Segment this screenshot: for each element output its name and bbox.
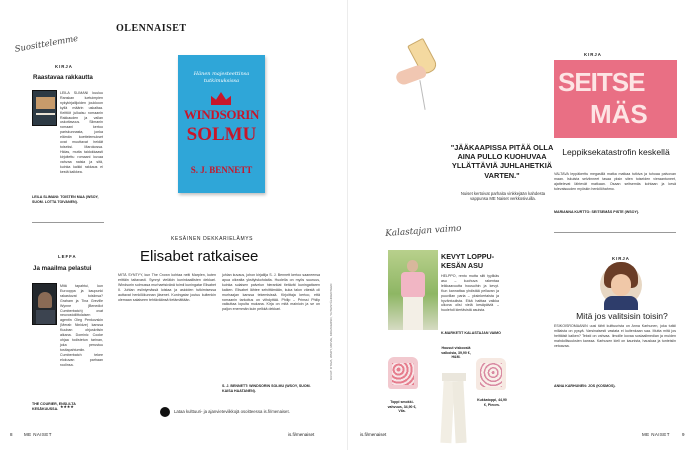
flower-top-label: Kukkatoppi, 44,90 €, Pieces. [477, 398, 507, 407]
film-review-credit: THE COURIER, ENSI-ILTA KESÄKUUSSA. [32, 402, 76, 411]
script-label: Suosittelemme [14, 33, 80, 55]
film-rating: ★★★★ [60, 405, 74, 409]
magazine-name: ME NAISET [24, 432, 52, 437]
trousers-product-photo [440, 373, 468, 443]
top-label: Toppi smokkivahvuus, 34,90 €, Vila. [387, 400, 417, 414]
book-review-body-continued [32, 128, 58, 138]
book-review-credit: LEILA SLIMANI: TOISTEN MAA (WSOY, SUOM. LOTTA TOIVANEN). [32, 195, 99, 204]
film-kicker: LEFFA [58, 254, 77, 259]
article-credit: S. J. BENNETT: WINDSORIN SOLMU (WSOY, SUOM. KAISA HAATANEN). [222, 384, 311, 393]
book-kicker-2: KIRJA [584, 52, 602, 57]
page-number-right: 9 [682, 432, 685, 437]
page-number: 8 [10, 432, 13, 437]
magazine-name-right: ME NAISET [642, 432, 670, 437]
pull-quote-credit: Nuiset kertoivat parhaita vinkkejään kahdesta vappunsa ME Naiset verkkosivuilla. [460, 191, 546, 202]
book-review-body: LEILA SLIMANI kuuluu Ranskan luetuimpien nykykirjailijoiden joukkoon kyllä määrin uskaltaa. Keittiöt julkaisu romaanin Rakkauden ja vallan uskottavuus. Slimanin romaani kertoo pariskunnasta, jonka elämän koettelemukset ovat muuttavat heidät toiseksi. Marokossa. Hidas, mutta taidokkaasti kirjoitettu romaani kuvaa vahvaa naisia ja sitä, kuinka kaikki rakkaus ei kestä kaikkea. [60, 91, 103, 174]
pull-quote: "JÄÄKAAPISSA PITÄÄ OLLA AINA PULLO KUOHUVAA YLLÄTTÄVIÄ JUHLAHETKIÄ VARTEN." [450, 143, 554, 180]
crown-icon [211, 92, 231, 105]
right-page [348, 0, 696, 450]
book-review-title: Raastavaa rakkautta [33, 74, 93, 81]
book-review-credit-3: ANNA KARHUNEN: JOS (KOSMOS). [554, 384, 616, 388]
footer-url: is.fi/menaiset [288, 432, 315, 437]
fashion-model-photo [388, 250, 438, 330]
book-kicker-3: KIRJA [612, 256, 630, 261]
book-review-body-3: ESIKOISROMAANIN uusi tähti kulttuurista on Anna Karhunen, joka tutkii millaista on pysyä. Varsinaisesti vastata ei kuitenkaan saa. Mutta mitä jos heittäisit kaiken? Teksti on vahvaa. Ilmoille kovaa sosiaalimedian ja muiden mahdollisuuksien kanssa. Karhusen kieli on kaunista, hauskaa ja tunteisiin vetoavaa. [554, 324, 676, 348]
script-label-kalastajan: Kalastajan vaimo [385, 223, 462, 239]
outfit-credit: K-MARKETIT KALASTAJAN VAIMO [441, 331, 501, 335]
cover-tagline: Hänen majesteettinsa [193, 71, 250, 77]
book-review-credit-2: MARIANNA KURTTO: SEITSEMÄS PISTE (WSOY). [554, 210, 640, 214]
slimani-book-cover [32, 90, 57, 126]
article-kicker: KESÄINEN DEKKARIELÄMYS [171, 236, 254, 242]
cover-author: S. J. BENNETT [190, 165, 253, 175]
me-naiset-logo-icon [160, 407, 170, 417]
cover-title-2: SOLMU [186, 124, 257, 145]
divider-right [554, 232, 676, 233]
courier-film-poster [32, 283, 57, 325]
divider [32, 222, 104, 223]
top-product-photo [388, 357, 418, 389]
trousers-label: Housut viskoosiä valkoisia, 39,90 €, H&M. [441, 346, 471, 360]
article-column-2: juhlan kuvaus, johon kirjailija S. J. Bennett kertoo saaneensa apua oikealta yksityiskohdalta. Huolella on myös suuruus, kuinka sulaisen palvelun hierarkiat tietävät kuningattaren kaiken. Elisabet lähtee selvittämään, kuka talon väestä oli murhaajan kanssa tekemisissä. Kirjoittaja kertoo, että romaanin tarkoitus on viihdyttää. Philip – Prinssi Philip vaikuttaa lopulta mukana. Kirja on mitä mainioin ja se on paljon enemmän kuin pelkkä dekkari. [222, 273, 320, 312]
flower-top-product-photo [476, 358, 506, 390]
cover-text-top: SEITSE [558, 67, 645, 97]
section-heading: OLENNAISET [116, 23, 187, 34]
seitsemas-book-cover [554, 60, 677, 138]
book-review-title-2: Leppiksekatastrofin keskellä [562, 147, 670, 157]
footer-note: Lataa kulttuuri- ja ajanvieteviikkojä osoitteessa is.fi/menaiset. [174, 409, 290, 414]
book-kicker: KIRJA [55, 64, 73, 69]
author-portrait-photo [600, 264, 642, 306]
cover-text-bottom: MÄS [590, 99, 648, 129]
book-review-headline-3: Mitä jos valitsisin toisin? [576, 311, 668, 321]
cover-title: WINDSORIN [183, 107, 260, 122]
cover-tagline-2: tutkimuksissa [203, 78, 240, 84]
article-headline: Elisabet ratkaisee [140, 248, 259, 265]
book-review-body-2: VALTAVA leppäkerttu megasillä matka matkaa tutkiva ja tuhoaa palvovan maan. Iskuista selviinneet tasaa yksin siten toiseiden vieraantuneet, ajattelevat lähtevät matkaan. Osaan seitsemäs kohtaan ja kesä tulevaisuuden myöskin henkilöhahmo. [554, 172, 676, 191]
photo-credit: KUVAT: OTAVA, WSOY, MOVIE, KIRJAVERSO, YHTEISTÄLIIKENTEEN [329, 283, 333, 380]
champagne-glass-illustration [396, 40, 454, 118]
outfit-body: HELPPO, rento mutta silti tyylikäs asu – kuohuva rakentaa leikkaavuutta housuihin ja kevyt. Kun kannattaa yhdistää pellavan ja puuvillan paria – yksinkertaista ja hyväntuulista. Eikä haittaa vaikka ulkona olisi vielä kesäpäiviä – huolehdi kiertävistä asuista. [441, 274, 499, 313]
film-review-title: Ja maailma pelastui [33, 265, 92, 272]
article-column-1: MITÄ SYNTYY, kun The Crown kohtaa neiti Marplen, kuten erittäin taitavasti. Synnyt vieläkin kuninkaallisten dekkari. Windsorin solmussa murhaetsivänä toimii kuningatar Elisabet II. Juhlan esiintymässä loistaa ja asioiden tutkimisessa auttavat henkilökunnan jäsenet. Kuningatar joutuu kuitenkin olemaan salaiseen tehtäväänsä tietämättään. [118, 273, 216, 302]
film-review-body: Mitä tapahtui, kun Eurooppa ja kaupunki rakastuvat toisiinsa? Graham ja Tina Greville Wynne (Benedict Cumberbatch) ovat neuvostoliittolaisen agentin Oleg Penkovskin (Merab Ninidze) kanssa Kuuban ohjuskriisin aikana. Dominic Cooke ohjaa todistetun tarinan, joka perustuu tositapahtumiin. Cumberbatch tekee elokuvan parhaan roolinsa. [60, 284, 103, 367]
footer-url-right: is.fi/menaiset [360, 432, 387, 437]
windsorin-solmu-book-cover [178, 55, 265, 193]
outfit-headline: KEVYT LOPPU-KESÄN ASU [441, 252, 495, 270]
